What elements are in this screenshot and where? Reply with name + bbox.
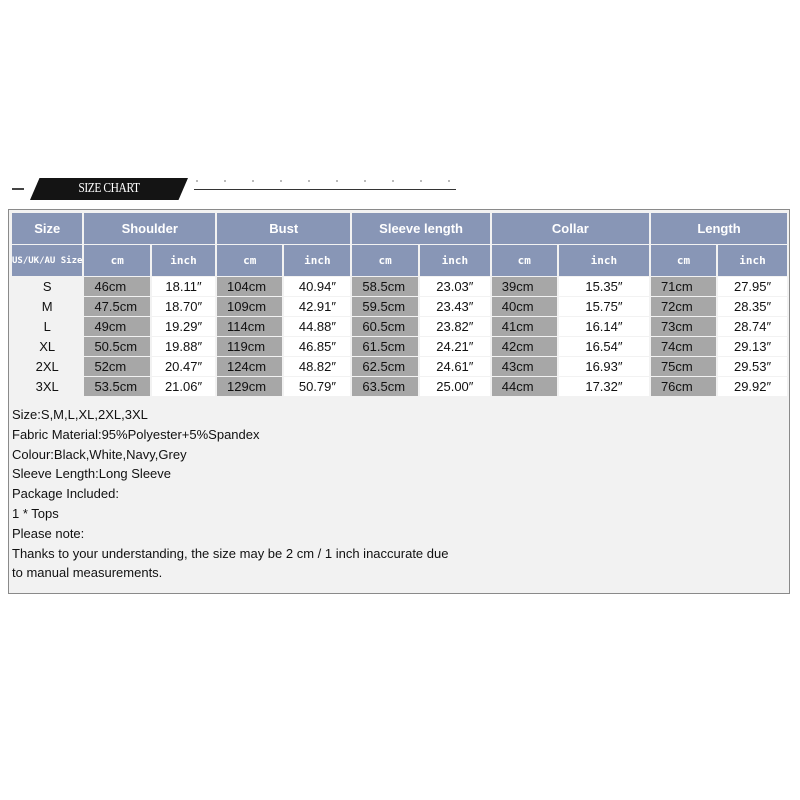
collar-cm: 40cm (492, 297, 557, 316)
header-size: Size (12, 213, 82, 244)
sleeve-cm: 60.5cm (352, 317, 418, 336)
length-inch: 29.13″ (718, 337, 787, 356)
size-cell: M (12, 297, 82, 316)
shoulder-inch: 20.47″ (152, 357, 215, 376)
note-package-item: 1 * Tops (12, 505, 59, 521)
collar-cm: 42cm (492, 337, 557, 356)
shoulder-inch: 21.06″ (152, 377, 215, 396)
banner-rule (194, 189, 456, 190)
header-length: Length (651, 213, 787, 244)
size-cell: 2XL (12, 357, 82, 376)
table-row (12, 297, 787, 316)
unit-inch: inch (420, 245, 490, 276)
table-row (12, 377, 787, 396)
table-row (12, 357, 787, 376)
size-chart-panel (8, 209, 790, 594)
header-shoulder: Shoulder (84, 213, 215, 244)
length-cm: 76cm (651, 377, 716, 396)
sleeve-cm: 58.5cm (352, 277, 418, 296)
banner-title: SIZE CHART (78, 181, 140, 196)
bust-cm: 104cm (217, 277, 282, 296)
sleeve-inch: 23.82″ (420, 317, 490, 336)
note-please-note: Please note: (12, 525, 85, 541)
bust-cm: 119cm (217, 337, 282, 356)
bust-inch: 50.79″ (284, 377, 350, 396)
sleeve-cm: 63.5cm (352, 377, 418, 396)
shoulder-inch: 19.29″ (152, 317, 215, 336)
collar-inch: 16.54″ (559, 337, 649, 356)
header-collar: Collar (492, 213, 649, 244)
length-cm: 75cm (651, 357, 716, 376)
shoulder-inch: 19.88″ (152, 337, 215, 356)
size-cell: S (12, 277, 82, 296)
unit-inch: inch (559, 245, 649, 276)
collar-inch: 15.35″ (559, 277, 649, 296)
collar-cm: 44cm (492, 377, 557, 396)
size-chart-banner (0, 172, 470, 206)
size-table (10, 212, 789, 397)
unit-inch: inch (152, 245, 215, 276)
shoulder-cm: 46cm (84, 277, 150, 296)
group-header-row (12, 213, 787, 244)
length-inch: 29.92″ (718, 377, 787, 396)
bust-cm: 129cm (217, 377, 282, 396)
sleeve-cm: 61.5cm (352, 337, 418, 356)
note-colour: Colour:Black,White,Navy,Grey (12, 446, 187, 462)
shoulder-cm: 53.5cm (84, 377, 150, 396)
bust-cm: 114cm (217, 317, 282, 336)
shoulder-inch: 18.70″ (152, 297, 215, 316)
length-cm: 72cm (651, 297, 716, 316)
sleeve-cm: 62.5cm (352, 357, 418, 376)
banner-dash (12, 188, 24, 190)
length-inch: 28.35″ (718, 297, 787, 316)
bust-cm: 109cm (217, 297, 282, 316)
unit-cm: cm (217, 245, 282, 276)
collar-inch: 16.14″ (559, 317, 649, 336)
bust-inch: 42.91″ (284, 297, 350, 316)
unit-header-row (12, 245, 787, 276)
shoulder-inch: 18.11″ (152, 277, 215, 296)
size-cell: 3XL (12, 377, 82, 396)
bust-inch: 48.82″ (284, 357, 350, 376)
length-inch: 27.95″ (718, 277, 787, 296)
table-row (12, 317, 787, 336)
length-inch: 29.53″ (718, 357, 787, 376)
bust-inch: 44.88″ (284, 317, 350, 336)
unit-cm: cm (492, 245, 557, 276)
collar-inch: 17.32″ (559, 377, 649, 396)
collar-cm: 41cm (492, 317, 557, 336)
size-cell: XL (12, 337, 82, 356)
length-cm: 74cm (651, 337, 716, 356)
length-cm: 71cm (651, 277, 716, 296)
table-row (12, 277, 787, 296)
sleeve-cm: 59.5cm (352, 297, 418, 316)
banner-dots (196, 180, 452, 182)
shoulder-cm: 50.5cm (84, 337, 150, 356)
note-sizes: Size:S,M,L,XL,2XL,3XL (12, 407, 148, 422)
sleeve-inch: 23.43″ (420, 297, 490, 316)
sleeve-inch: 25.00″ (420, 377, 490, 396)
collar-cm: 39cm (492, 277, 557, 296)
product-notes (12, 405, 448, 583)
note-disclaimer-line2: to manual measurements. (12, 565, 163, 581)
note-sleeve: Sleeve Length:Long Sleeve (12, 466, 172, 482)
table-row (12, 337, 787, 356)
sleeve-inch: 23.03″ (420, 277, 490, 296)
shoulder-cm: 52cm (84, 357, 150, 376)
header-region-size: US/UK/AU Size (12, 245, 82, 276)
note-fabric: Fabric Material:95%Polyester+5%Spandex (12, 426, 260, 442)
bust-inch: 40.94″ (284, 277, 350, 296)
sleeve-inch: 24.61″ (420, 357, 490, 376)
shoulder-cm: 49cm (84, 317, 150, 336)
length-inch: 28.74″ (718, 317, 787, 336)
collar-inch: 16.93″ (559, 357, 649, 376)
bust-inch: 46.85″ (284, 337, 350, 356)
length-cm: 73cm (651, 317, 716, 336)
note-disclaimer-line1: Thanks to your understanding, the size may be 2 cm / 1 inch inaccurate due (12, 545, 449, 561)
size-cell: L (12, 317, 82, 336)
collar-inch: 15.75″ (559, 297, 649, 316)
unit-cm: cm (84, 245, 150, 276)
shoulder-cm: 47.5cm (84, 297, 150, 316)
unit-cm: cm (352, 245, 418, 276)
unit-inch: inch (284, 245, 350, 276)
header-sleeve-length: Sleeve length (352, 213, 489, 244)
note-package-heading: Package Included: (12, 486, 119, 502)
unit-cm: cm (651, 245, 716, 276)
unit-inch: inch (718, 245, 787, 276)
sleeve-inch: 24.21″ (420, 337, 490, 356)
collar-cm: 43cm (492, 357, 557, 376)
bust-cm: 124cm (217, 357, 282, 376)
header-bust: Bust (217, 213, 350, 244)
